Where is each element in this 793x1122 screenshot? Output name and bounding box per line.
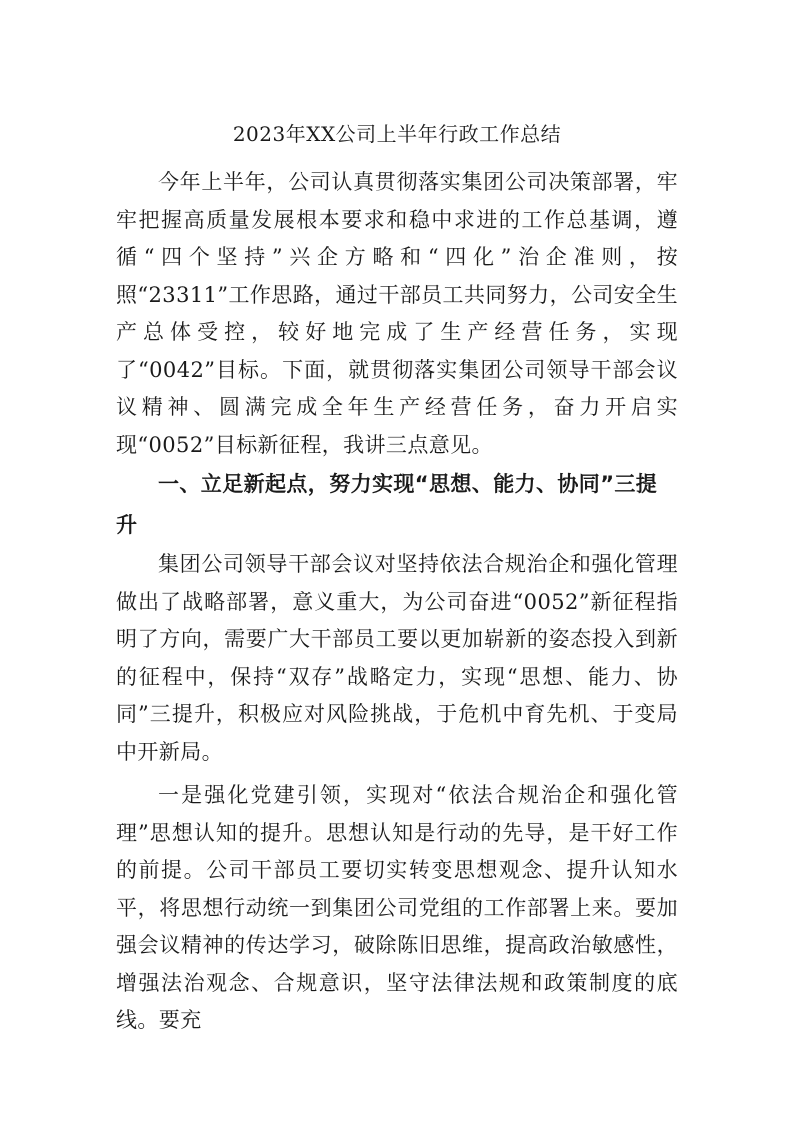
intro-paragraph: 今年上半年，公司认真贯彻落实集团公司决策部署，牢牢把握高质量发展根本要求和稳中求进的工作总基调，遵循“四个坚持”兴企方略和“四化”治企准则，按照“23311”工作思路，通过干部员工共同努力，公司安全生产总体受控，较好地完成了生产经营任务，实现了“0042”目标。下面，就贯彻落实集团公司领导干部会议议精神、圆满完成全年生产经营任务，奋力开启实现“0052”目标新征程，我讲三点意见。 [116, 170, 678, 457]
section-heading-1: 一、立足新起点，努力实现“思想、能力、协同”三提升 [116, 472, 658, 537]
point-1-paragraph: 一是强化党建引领，实现对“依法合规治企和强化管理”思想认知的提升。思想认知是行动的先导，是干好工作的前提。公司干部员工要切实转变思想观念、提升认知水平，将思想行动统一到集团公司党组的工作部署上来。要加强会议精神的传达学习，破除陈旧思维，提高政治敏感性，增强法治观念、合规意识，坚守法律法规和政策制度的底线。要充 [116, 783, 678, 1032]
document-title: 2023年XX公司上半年行政工作总结 [232, 122, 562, 146]
document-page [116, 118, 678, 1040]
section-1-paragraph: 集团公司领导干部会议对坚持依法合规治企和强化管理做出了战略部署，意义重大，为公司奋进“0052”新征程指明了方向，需要广大干部员工要以更加崭新的姿态投入到新的征程中，保持“双存”战略定力，实现“思想、能力、协同”三提升，积极应对风险挑战，于危机中育先机、于变局中开新局。 [116, 552, 678, 764]
